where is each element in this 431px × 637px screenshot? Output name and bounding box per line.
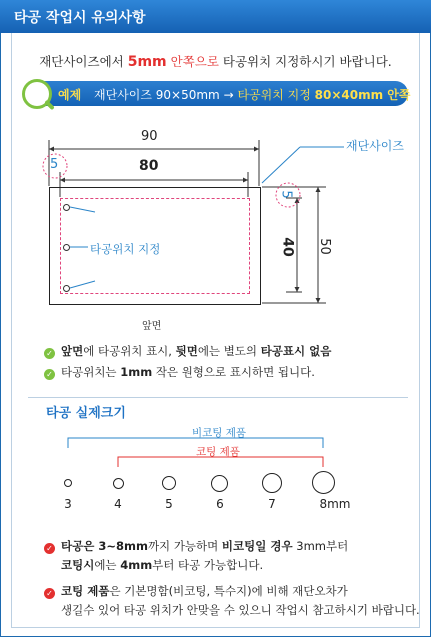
coating-info — [44, 582, 420, 620]
hole-5mm — [162, 476, 176, 490]
p1-d: 비코팅일 경우 — [221, 539, 293, 553]
example-post: 안쪽 — [383, 88, 411, 102]
front-label: 앞면 — [142, 321, 162, 332]
height-outer: 50 — [316, 238, 332, 255]
size-label: 6 — [216, 497, 224, 511]
size-label: 4 — [114, 497, 122, 511]
uncoated-label: 비코팅 제품 — [192, 427, 247, 439]
note-1-d: 에는 별도의 — [197, 344, 261, 358]
hole-3mm — [64, 479, 72, 487]
size-label: 5 — [165, 497, 173, 511]
example-label: 예제 — [58, 88, 82, 102]
height-inner: 40 — [279, 237, 296, 257]
p1-a: 타공은 — [61, 539, 99, 553]
hole-4mm — [113, 478, 124, 489]
hole-8mm — [312, 471, 335, 494]
margin-right: 5 — [278, 190, 294, 199]
size-label: 3 — [64, 497, 72, 511]
note-1-c: 뒷면 — [175, 344, 198, 358]
note-1-b: 에 타공위치 표시, — [83, 344, 176, 358]
arrow-icon: → — [223, 88, 234, 102]
margin-left: 5 — [50, 157, 59, 172]
note-2-a: 타공위치는 — [61, 365, 121, 379]
hole-7mm — [262, 473, 282, 493]
size-label: 7 — [268, 497, 276, 511]
check-icon: ✓ — [44, 543, 55, 554]
p2-b: 은 기본명함(비코팅, 특수지)에 비해 재단오차가 — [109, 584, 348, 598]
p1-e: 3mm부터 — [292, 539, 349, 553]
p1-i: 부터 타공 가능합니다. — [152, 558, 264, 572]
punch-label: 타공위치 지정 — [90, 242, 161, 256]
note-1-a: 앞면 — [61, 344, 84, 358]
width-inner: 80 — [139, 158, 159, 174]
intro-highlight: 안쪽으로 — [166, 54, 219, 69]
size-label: 8mm — [319, 497, 351, 511]
p1-c: 까지 가능하며 — [147, 539, 222, 553]
intro-pre: 재단사이즈에서 — [39, 54, 128, 69]
note-2-c: 작은 원형으로 표시하면 됩니다. — [152, 365, 315, 379]
p2-c: 생길수 있어 타공 위치가 안맞을 수 있으니 작업시 참고하시기 바랍니다. — [61, 603, 420, 617]
p1-h: 4mm — [120, 558, 153, 572]
example-highlight: 타공위치 지정 — [233, 88, 311, 102]
cut-size-callout: 재단사이즈 — [346, 139, 404, 153]
p1-f: 코팅시 — [61, 558, 95, 572]
section-title: 타공 실제크기 — [46, 406, 126, 421]
hole-6mm — [211, 475, 228, 492]
p2-a: 코팅 제품 — [61, 584, 110, 598]
intro-post: 타공위치 지정하시기 바랍니다. — [218, 54, 392, 69]
p1-b: 3~8mm — [98, 539, 148, 553]
page-title: 타공 작업시 유의사항 — [14, 10, 146, 26]
note-2-b: 1mm — [120, 365, 153, 379]
check-icon: ✓ — [44, 348, 55, 359]
width-outer: 90 — [141, 129, 158, 144]
intro-size: 5mm — [127, 54, 167, 70]
check-icon: ✓ — [44, 369, 55, 380]
p1-g: 에는 — [94, 558, 121, 572]
punch-info — [44, 537, 348, 575]
example-pre: 재단사이즈 90×50mm — [94, 88, 220, 102]
check-icon: ✓ — [44, 588, 55, 599]
coated-label: 코팅 제품 — [196, 446, 240, 458]
note-1-e: 타공표시 없음 — [260, 344, 332, 358]
example-size: 80×40mm — [314, 88, 384, 102]
